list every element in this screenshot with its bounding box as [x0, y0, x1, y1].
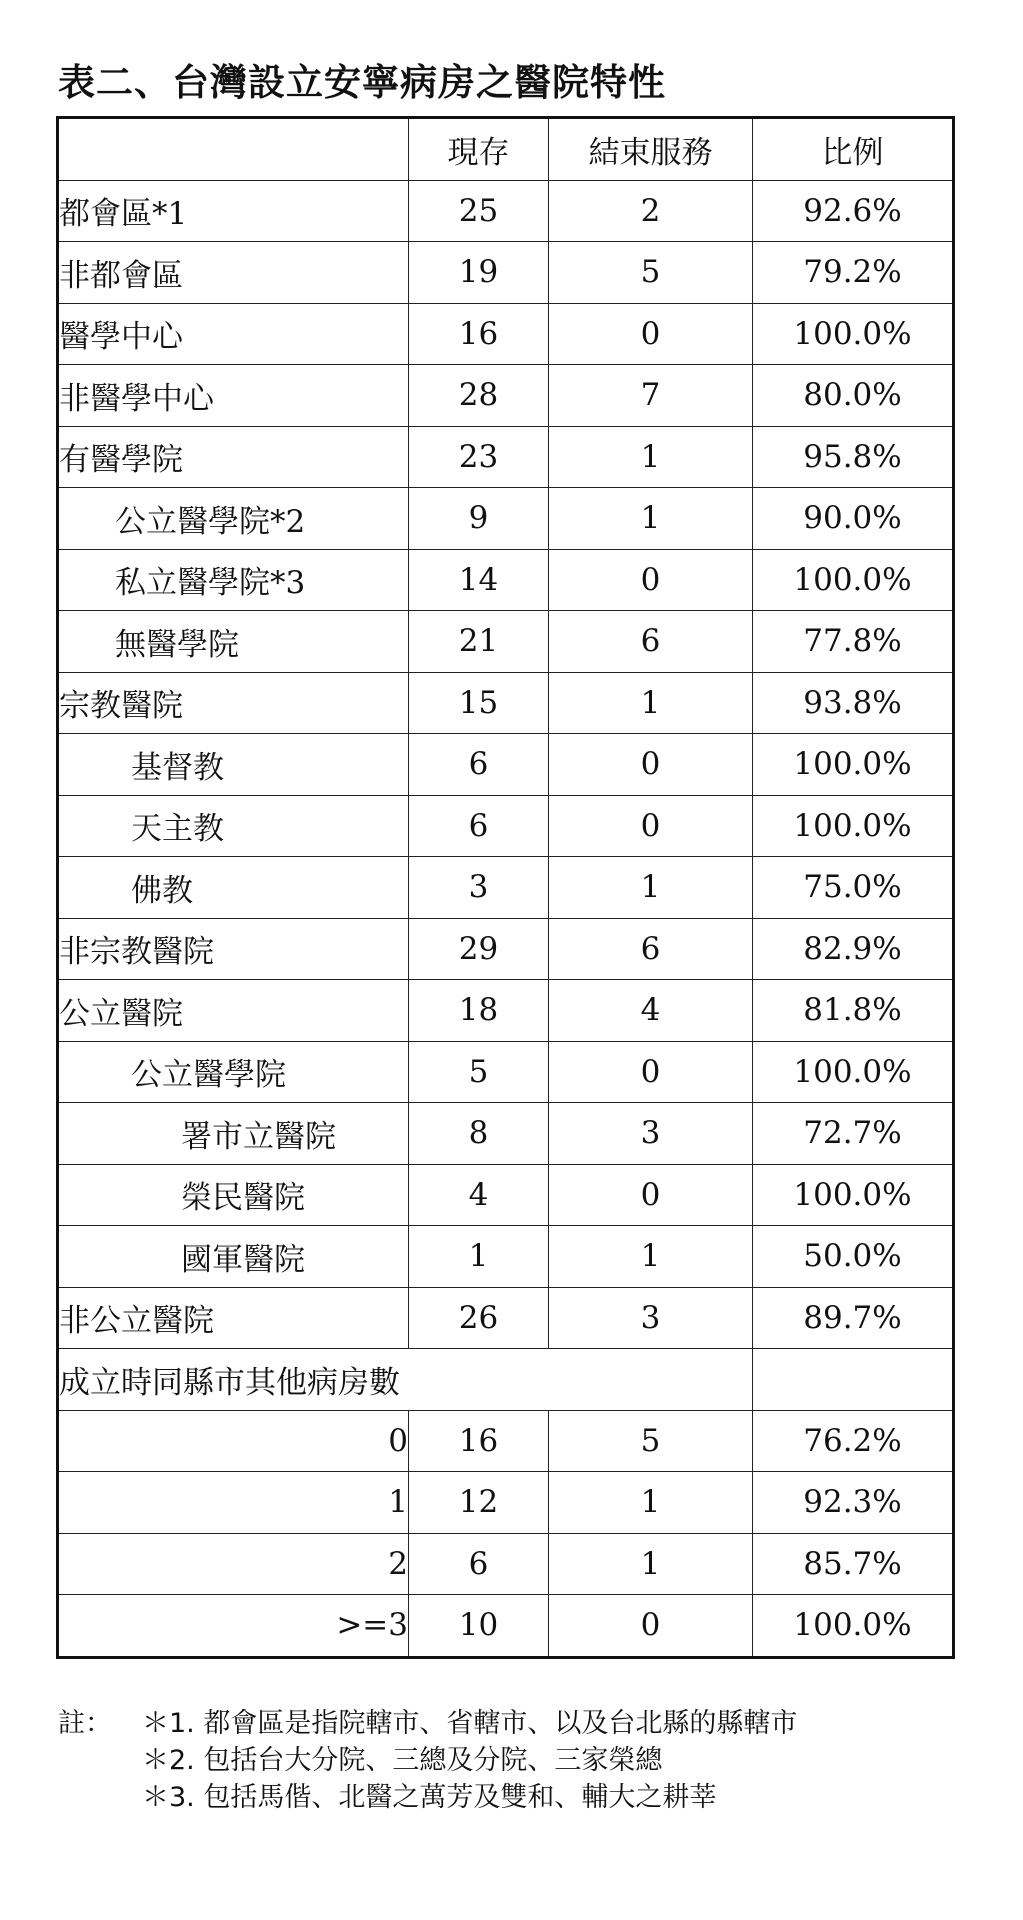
ended-cell: 6	[549, 611, 753, 673]
row-label: 非公立醫院	[58, 1287, 409, 1349]
ratio-cell: 93.8%	[753, 672, 954, 734]
existing-cell: 18	[409, 980, 549, 1042]
ended-cell: 5	[549, 242, 753, 304]
row-label: 公立醫學院*2	[58, 488, 409, 550]
table-row	[58, 1103, 954, 1165]
row-label: 基督教	[58, 734, 409, 796]
ratio-cell: 85.7%	[753, 1533, 954, 1595]
header-ratio: 比例	[753, 118, 954, 181]
existing-cell: 23	[409, 426, 549, 488]
ratio-cell: 77.8%	[753, 611, 954, 673]
table-row	[58, 1595, 954, 1658]
table-row	[58, 734, 954, 796]
existing-cell: 16	[409, 303, 549, 365]
row-label: 佛教	[58, 857, 409, 919]
existing-cell: 15	[409, 672, 549, 734]
existing-cell: 25	[409, 180, 549, 242]
existing-cell: 12	[409, 1472, 549, 1534]
ratio-cell: 79.2%	[753, 242, 954, 304]
row-label: 宗教醫院	[58, 672, 409, 734]
table-row	[58, 365, 954, 427]
row-label: 國軍醫院	[58, 1226, 409, 1288]
existing-cell: 26	[409, 1287, 549, 1349]
header-ended: 結束服務	[549, 118, 753, 181]
existing-cell: 6	[409, 1533, 549, 1595]
ended-cell: 3	[549, 1287, 753, 1349]
row-label: 2	[58, 1533, 409, 1595]
existing-cell: 19	[409, 242, 549, 304]
ratio-cell: 75.0%	[753, 857, 954, 919]
ended-cell: 0	[549, 734, 753, 796]
row-label: 1	[58, 1472, 409, 1534]
ratio-cell: 90.0%	[753, 488, 954, 550]
table-row	[58, 303, 954, 365]
ratio-cell: 95.8%	[753, 426, 954, 488]
existing-cell: 6	[409, 734, 549, 796]
table-row	[58, 1164, 954, 1226]
table-row	[58, 426, 954, 488]
table-row	[58, 242, 954, 304]
ratio-cell: 92.3%	[753, 1472, 954, 1534]
existing-cell: 16	[409, 1410, 549, 1472]
existing-cell: 4	[409, 1164, 549, 1226]
table-row	[58, 1472, 954, 1534]
footnotes	[58, 1705, 797, 1816]
row-label: 醫學中心	[58, 303, 409, 365]
table-row	[58, 1410, 954, 1472]
table-row	[58, 1226, 954, 1288]
ended-cell: 5	[549, 1410, 753, 1472]
table-row	[58, 1287, 954, 1349]
footnote-1: ＊1. 都會區是指院轄市、省轄市、以及台北縣的縣轄市	[142, 1708, 798, 1739]
ratio-cell: 100.0%	[753, 795, 954, 857]
row-label: 署市立醫院	[58, 1103, 409, 1165]
row-label: 公立醫院	[58, 980, 409, 1042]
ratio-cell: 100.0%	[753, 1595, 954, 1658]
ended-cell: 4	[549, 980, 753, 1042]
ratio-cell: 100.0%	[753, 1164, 954, 1226]
existing-cell: 6	[409, 795, 549, 857]
table-row	[58, 980, 954, 1042]
existing-cell: 5	[409, 1041, 549, 1103]
ended-cell: 1	[549, 1533, 753, 1595]
ended-cell: 0	[549, 549, 753, 611]
ended-cell: 0	[549, 1041, 753, 1103]
existing-cell: 9	[409, 488, 549, 550]
footnote-3: ＊3. 包括馬偕、北醫之萬芳及雙和、輔大之耕莘	[142, 1782, 717, 1813]
table-row	[58, 795, 954, 857]
table-row	[58, 857, 954, 919]
ratio-cell: 100.0%	[753, 1041, 954, 1103]
ratio-cell: 50.0%	[753, 1226, 954, 1288]
existing-cell: 14	[409, 549, 549, 611]
row-label: 非都會區	[58, 242, 409, 304]
table-row	[58, 1041, 954, 1103]
existing-cell: 1	[409, 1226, 549, 1288]
ended-cell: 1	[549, 672, 753, 734]
existing-cell: 3	[409, 857, 549, 919]
ratio-cell: 89.7%	[753, 1287, 954, 1349]
ended-cell: 6	[549, 918, 753, 980]
ratio-cell: 82.9%	[753, 918, 954, 980]
row-label: 都會區*1	[58, 180, 409, 242]
ratio-cell: 81.8%	[753, 980, 954, 1042]
ratio-cell: 100.0%	[753, 734, 954, 796]
existing-cell: 10	[409, 1595, 549, 1658]
ended-cell: 1	[549, 1226, 753, 1288]
ratio-cell: 100.0%	[753, 303, 954, 365]
ended-cell: 1	[549, 488, 753, 550]
row-label: 無醫學院	[58, 611, 409, 673]
row-label: 有醫學院	[58, 426, 409, 488]
ratio-cell: 72.7%	[753, 1103, 954, 1165]
row-label: 非宗教醫院	[58, 918, 409, 980]
ratio-cell	[753, 1349, 954, 1411]
existing-cell: 28	[409, 365, 549, 427]
ended-cell: 0	[549, 1164, 753, 1226]
ended-cell: 3	[549, 1103, 753, 1165]
ended-cell: 1	[549, 426, 753, 488]
ratio-cell: 80.0%	[753, 365, 954, 427]
row-label: >=3	[58, 1595, 409, 1658]
header-row	[58, 118, 954, 181]
ended-cell: 7	[549, 365, 753, 427]
table-row	[58, 1533, 954, 1595]
ratio-cell: 76.2%	[753, 1410, 954, 1472]
row-label: 公立醫學院	[58, 1041, 409, 1103]
table-title: 表二、台灣設立安寧病房之醫院特性	[58, 61, 666, 104]
ended-cell: 0	[549, 1595, 753, 1658]
header-existing: 現存	[409, 118, 549, 181]
table-row	[58, 549, 954, 611]
notes-heading: 註：	[58, 1708, 112, 1739]
table-row	[58, 1349, 954, 1411]
existing-cell: 29	[409, 918, 549, 980]
footnote-2: ＊2. 包括台大分院、三總及分院、三家榮總	[142, 1745, 663, 1776]
table-row	[58, 672, 954, 734]
table-row	[58, 488, 954, 550]
row-label: 成立時同縣市其他病房數	[58, 1349, 753, 1411]
table-row	[58, 918, 954, 980]
row-label: 榮民醫院	[58, 1164, 409, 1226]
table-row	[58, 611, 954, 673]
hospital-characteristics-table	[56, 116, 955, 1659]
ratio-cell: 100.0%	[753, 549, 954, 611]
ended-cell: 1	[549, 857, 753, 919]
ended-cell: 2	[549, 180, 753, 242]
ended-cell: 1	[549, 1472, 753, 1534]
ratio-cell: 92.6%	[753, 180, 954, 242]
header-label	[58, 118, 409, 181]
row-label: 天主教	[58, 795, 409, 857]
ended-cell: 0	[549, 795, 753, 857]
row-label: 私立醫學院*3	[58, 549, 409, 611]
ended-cell: 0	[549, 303, 753, 365]
existing-cell: 21	[409, 611, 549, 673]
existing-cell: 8	[409, 1103, 549, 1165]
table-row	[58, 180, 954, 242]
row-label: 0	[58, 1410, 409, 1472]
row-label: 非醫學中心	[58, 365, 409, 427]
